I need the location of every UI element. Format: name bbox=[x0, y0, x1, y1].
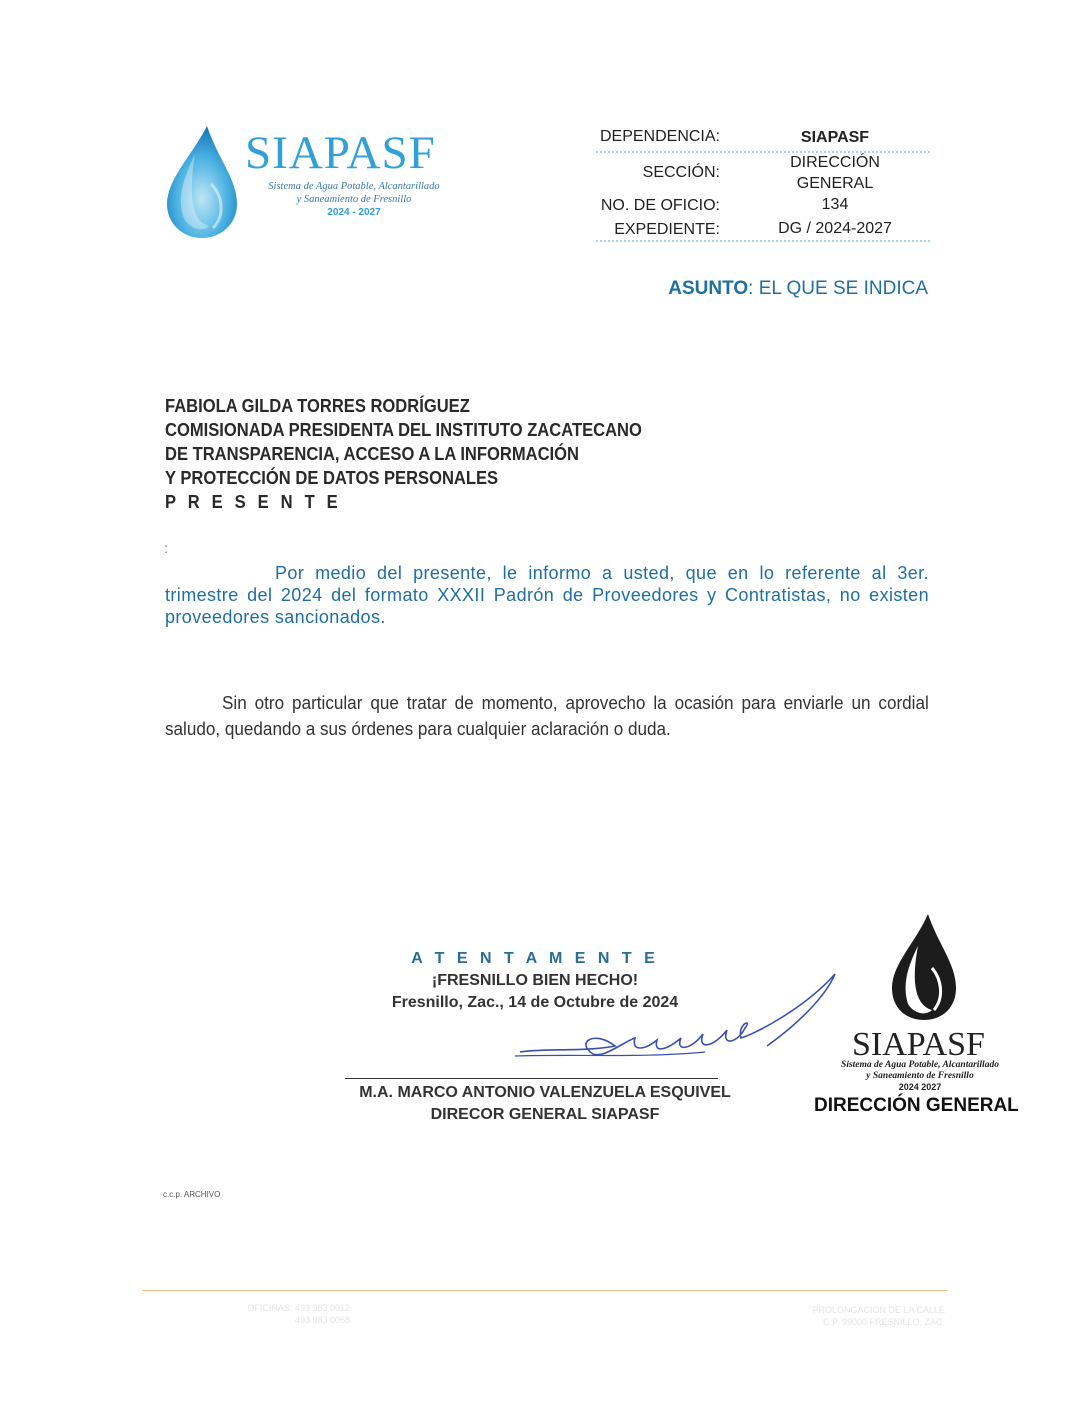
place-date: Fresnillo, Zac., 14 de Octubre de 2024 bbox=[391, 994, 679, 1011]
footer-divider bbox=[142, 1290, 948, 1291]
water-drop-icon bbox=[163, 124, 241, 240]
dependencia-label: DEPENDENCIA: bbox=[599, 128, 720, 145]
footer-contact: OFICINAS: 493 983 0012 493 983 0068 bbox=[247, 1303, 350, 1325]
stamp-title: SIAPASF bbox=[852, 1026, 985, 1063]
body-paragraph-2: Sin otro particular que tratar de momento, aprovecho la ocasión para enviarle un cordial saludo, quedando a sus órdenes para cualquier aclaración o duda. bbox=[165, 693, 929, 739]
oficio-value: 134 bbox=[821, 196, 849, 213]
logo-years: 2024 - 2027 bbox=[327, 207, 381, 218]
seccion-value: DIRECCIÓN GENERAL bbox=[790, 154, 880, 192]
header-divider bbox=[596, 240, 930, 242]
signer-title: DIRECOR GENERAL SIAPASF bbox=[430, 1106, 660, 1123]
recipient-name: FABIOLA GILDA TORRES RODRÍGUEZ bbox=[165, 396, 470, 416]
signature bbox=[505, 968, 845, 1064]
presente: P R E S E N T E bbox=[165, 492, 342, 512]
atentamente: A T E N T A M E N T E bbox=[411, 950, 659, 967]
logo-subtitle: Sistema de Agua Potable, Alcantarillado y Saneamiento de Fresnillo bbox=[268, 181, 440, 205]
signer-name: M.A. MARCO ANTONIO VALENZUELA ESQUIVEL bbox=[359, 1084, 731, 1101]
stamp-department: DIRECCIÓN GENERAL bbox=[814, 1095, 1019, 1116]
motto: ¡FRESNILLO BIEN HECHO! bbox=[431, 972, 639, 989]
footer-address: PROLONGACIÓN DE LA CALLE C.P. 99000 FRESNILLO, ZAC. bbox=[812, 1305, 945, 1327]
logo-title: SIAPASF bbox=[245, 127, 436, 179]
expediente-value: DG / 2024-2027 bbox=[778, 220, 892, 237]
stamp-years: 2024 2027 bbox=[898, 1082, 942, 1092]
stamp-subtitle: Sistema de Agua Potable, Alcantarillado y Saneamiento de Fresnillo bbox=[841, 1060, 999, 1081]
recipient-title: COMISIONADA PRESIDENTA DEL INSTITUTO ZACATECANO bbox=[165, 420, 642, 440]
recipient-block: FABIOLA GILDA TORRES RODRÍGUEZ COMISIONADA PRESIDENTA DEL INSTITUTO ZACATECANO DE TRANSPARENCIA, ACCESO A LA INFORMACIÓN Y PROTECCIÓN DE DATOS PERSONALES P R E S E N T E bbox=[165, 396, 642, 512]
colon-mark: : bbox=[164, 540, 168, 556]
body-paragraph-1: Por medio del presente, le informo a usted, que en lo referente al 3er. trimestre del 2024 del formato XXXII Padrón de Proveedores y Contratistas, no existen proveedores sancionados. bbox=[165, 563, 929, 627]
ccp-note: c.c.p. ARCHIVO bbox=[163, 1190, 221, 1199]
seccion-label: SECCIÓN: bbox=[642, 164, 720, 181]
signature-line bbox=[345, 1078, 718, 1079]
signer-block bbox=[330, 1082, 760, 1126]
asunto: ASUNTO: EL QUE SE INDICA bbox=[668, 278, 928, 299]
dependencia-value: SIAPASF bbox=[800, 129, 870, 146]
expediente-label: EXPEDIENTE: bbox=[614, 221, 720, 238]
oficio-label: NO. DE OFICIO: bbox=[600, 197, 720, 214]
stamp-drop-icon bbox=[888, 912, 960, 1022]
